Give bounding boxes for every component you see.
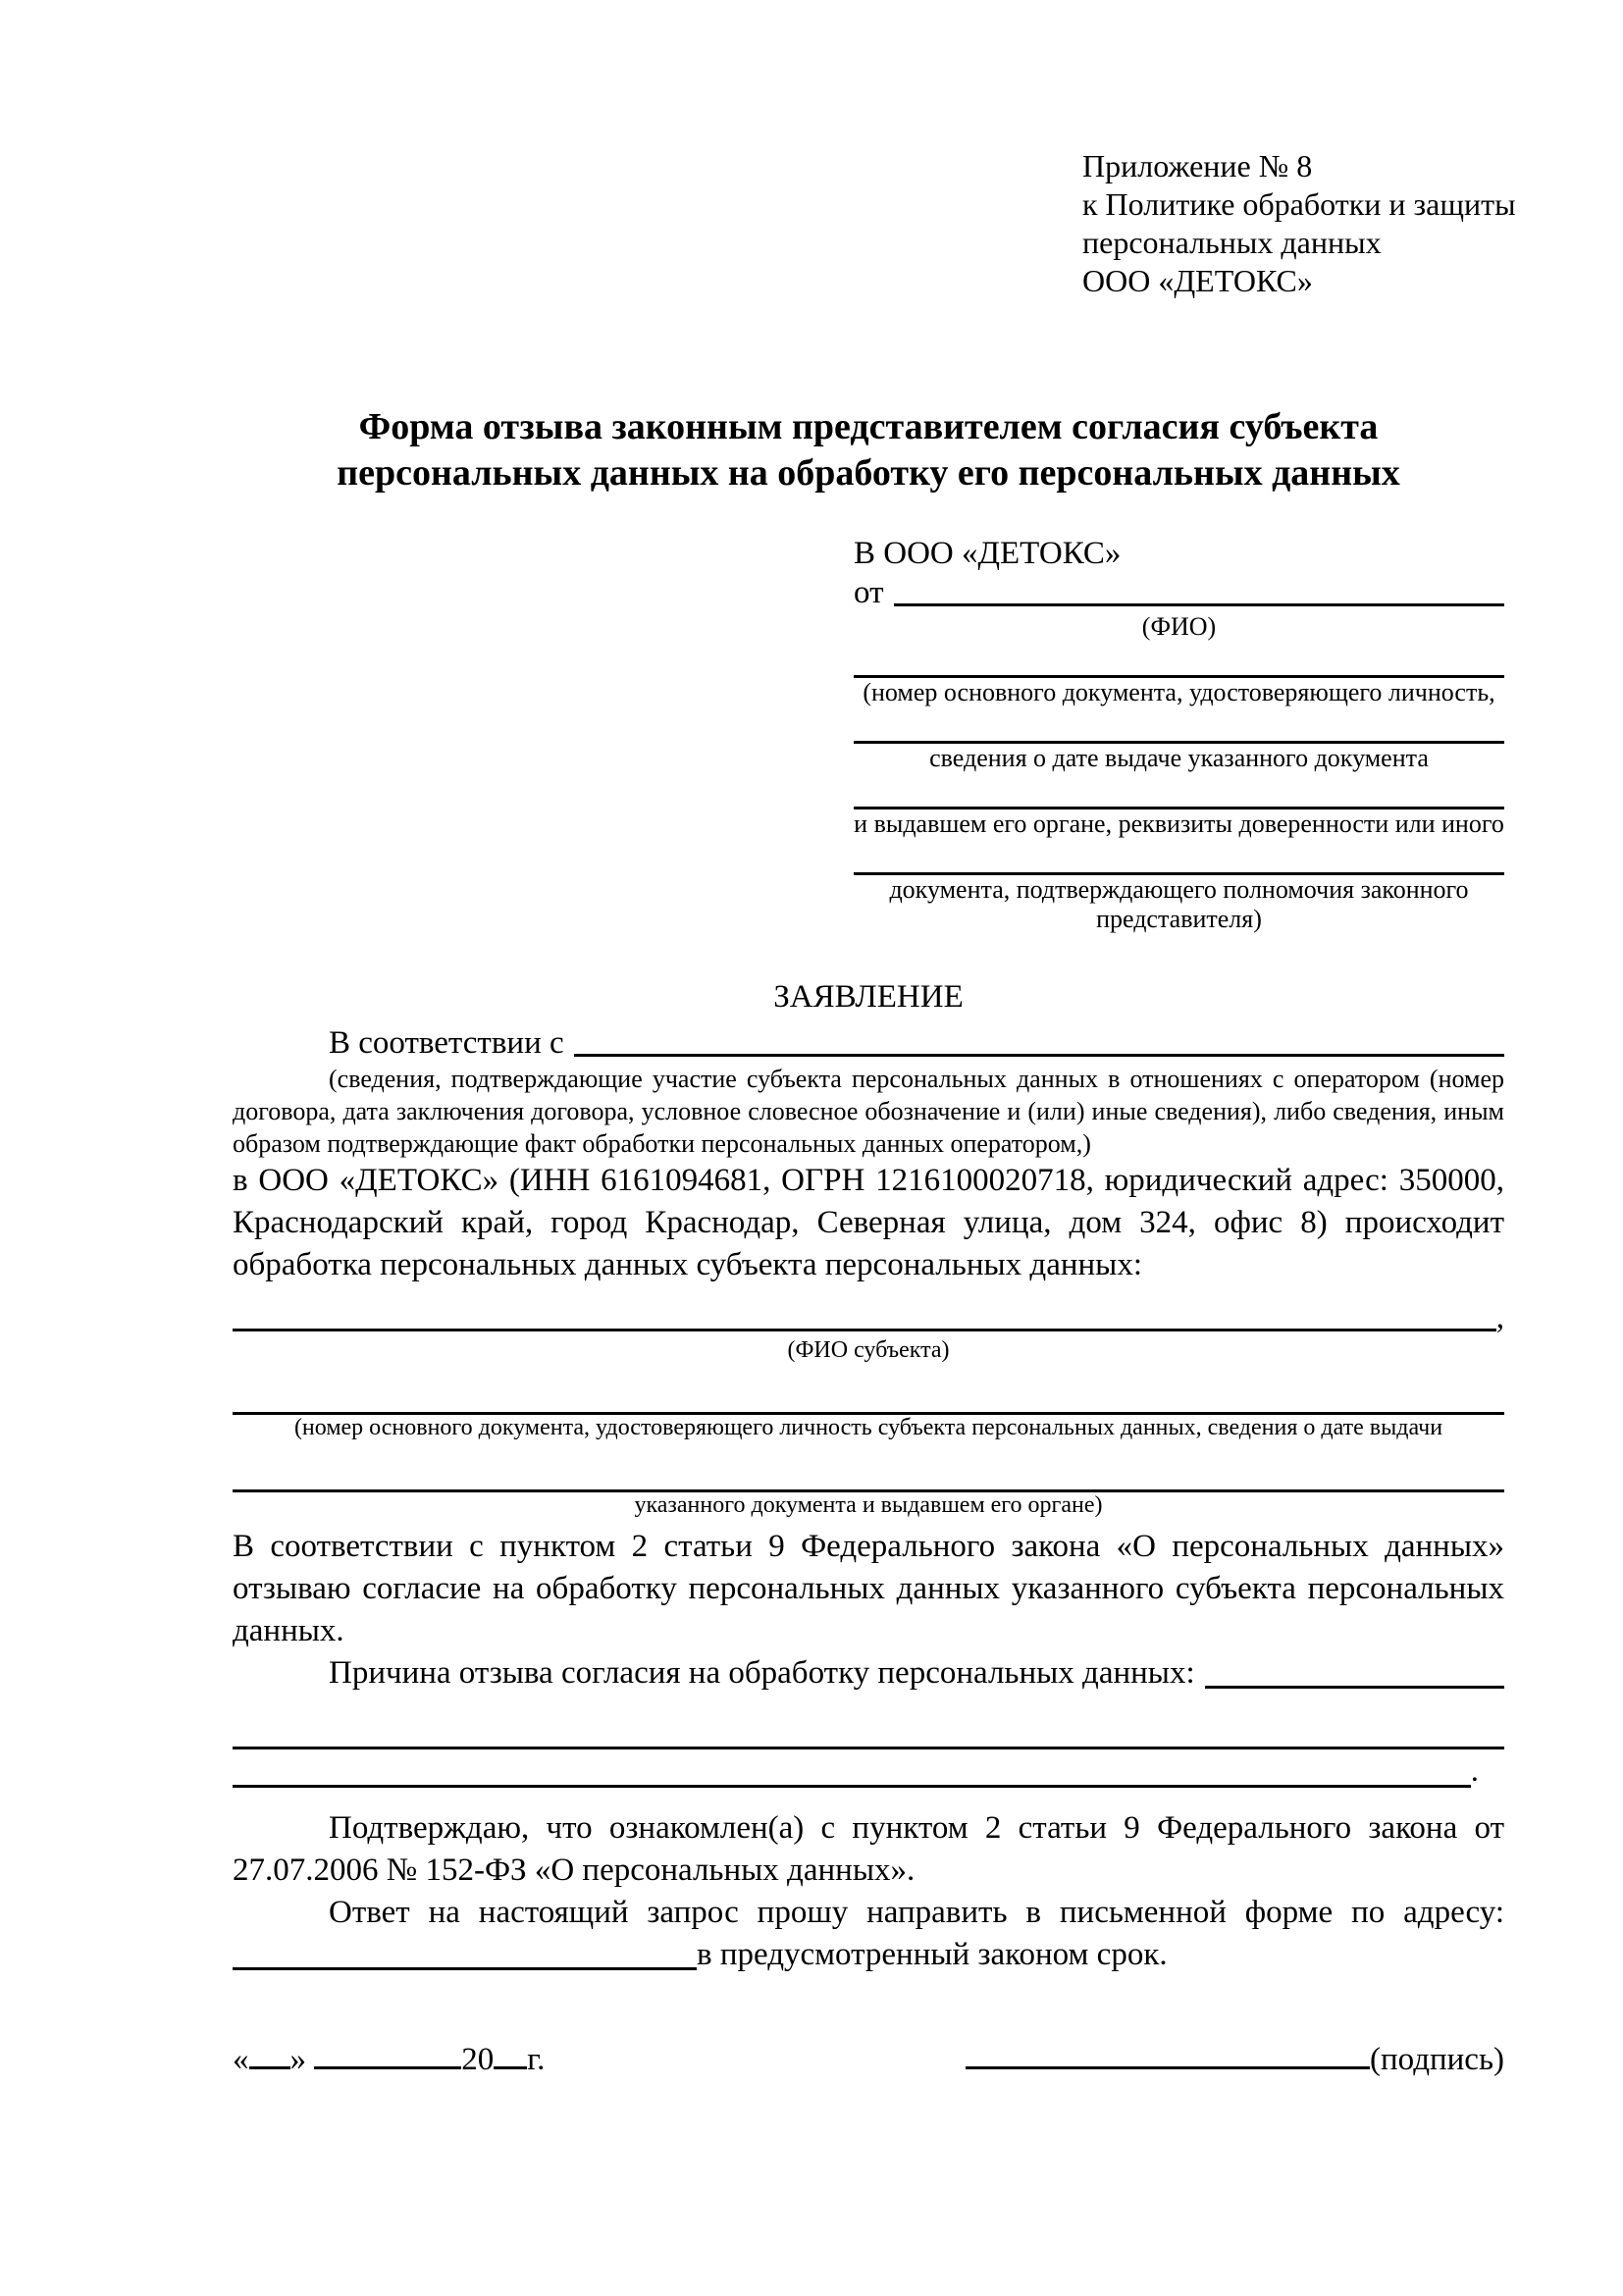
doc-authority-fill-line <box>854 773 1504 809</box>
representative-fio-fill-line <box>894 573 1505 606</box>
reason-continuation-fill-line <box>233 1704 1504 1749</box>
legal-basis-row <box>233 1023 1504 1063</box>
withdrawal-paragraph: В соответствии с пунктом 2 статьи 9 Федерального закона «О персональных данных» отзываю согласие на обработку персональных данных указанного субъекта персональных данных. <box>233 1529 1504 1648</box>
legal-basis-fill-line <box>574 1023 1504 1057</box>
subject-doc-caption-top: (номер основного документа, удостоверяющего личность субъекта персональных данных, сведения о дате выдачи <box>293 1415 1443 1440</box>
signature-caption: (подпись) <box>1370 2042 1504 2077</box>
date-day-fill-line <box>249 2037 290 2069</box>
date-year-prefix: 20 <box>461 2042 495 2077</box>
date-month-fill-line <box>314 2037 461 2069</box>
footer-row <box>233 2037 1504 2082</box>
date-year-suffix: г. <box>527 2042 546 2077</box>
subject-fio-caption: (ФИО субъекта) <box>787 1337 950 1363</box>
reason-last-fill-line <box>233 1749 1471 1788</box>
fio-caption: (ФИО) <box>1141 612 1217 641</box>
from-label: от <box>854 575 884 610</box>
reason-last-fill-row <box>233 1749 1479 1794</box>
doc-authority-caption: и выдавшем его органе, реквизиты доверенности или иного <box>854 809 1504 838</box>
date-year-fill-line <box>494 2037 527 2069</box>
reason-period: . <box>1470 1753 1479 1789</box>
appendix-policy-line: к Политике обработки и защиты <box>1082 186 1516 222</box>
doc-powers-caption: документа, подтверждающего полномочия законного представителя) <box>889 875 1469 933</box>
reason-row <box>233 1652 1504 1695</box>
reply-request-line: Ответ на настоящий запрос прошу направить в письменной форме по адресу: <box>329 1895 1504 1930</box>
signature-fill-line <box>966 2037 1370 2069</box>
appendix-number-line: Приложение № 8 <box>1082 148 1313 183</box>
reason-label: Причина отзыва согласия на обработку персональных данных: <box>329 1655 1195 1691</box>
date-quote-close: » <box>289 2042 306 2077</box>
statement-heading: ЗАЯВЛЕНИЕ <box>773 979 964 1015</box>
doc-issue-date-fill-line <box>854 707 1504 744</box>
subject-doc-caption-bottom: указанного документа и выдавшем его органе) <box>634 1492 1103 1518</box>
addressee-organization: В ООО «ДЕТОКС» <box>854 536 1122 571</box>
subject-doc-fill-line <box>233 1379 1504 1415</box>
reply-address-row <box>233 1934 1504 1976</box>
addressee-block <box>854 534 1504 934</box>
doc-powers-fill-line <box>854 839 1504 875</box>
date-group <box>233 2037 545 2082</box>
appendix-header <box>233 147 1516 300</box>
operator-paragraph: в ООО «ДЕТОКС» (ИНН 6161094681, ОГРН 1216100020718, юридический адрес: 350000, Краснодарский край, город Краснодар, Северная улица, дом 324, офис 8) происходит обработка персональных данных субъекта персональных данных: <box>233 1163 1504 1282</box>
signature-group <box>966 2037 1504 2082</box>
confirmation-paragraph: Подтверждаю, что ознакомлен(а) с пунктом 2 статьи 9 Федерального закона от 27.07.2006 № 152-ФЗ «О персональных данных». <box>233 1810 1504 1888</box>
representative-doc-fill-line <box>854 642 1504 678</box>
doc-number-caption: (номер основного документа, удостоверяющего личность, <box>863 678 1495 706</box>
subject-doc-authority-fill-line <box>233 1456 1504 1492</box>
document-title: Форма отзыва законным представителем согласия субъекта персональных данных на обработку его персональных данных <box>337 406 1400 494</box>
legal-basis-label: В соответствии с <box>329 1025 564 1061</box>
addressee-from-row <box>854 573 1504 612</box>
appendix-personal-data-line: персональных данных <box>1082 225 1382 260</box>
appendix-company-line: ООО «ДЕТОКС» <box>1082 263 1313 298</box>
reply-address-fill-line <box>233 1934 697 1970</box>
date-quote-open: « <box>233 2042 249 2077</box>
doc-issue-date-caption: сведения о дате выдаче указанного документа <box>929 744 1429 772</box>
reply-tail-text: в предусмотренный законом срок. <box>697 1937 1168 1972</box>
document-content <box>233 0 1516 2082</box>
legal-basis-fine-print: (сведения, подтверждающие участие субъекта персональных данных в отношениях с оператором (номер договора, дата заключения договора, условное словесное обозначение и (или) иные сведения), либо сведения, иным образом подтверждающие факт обработки персональных данных оператором,) <box>233 1065 1504 1158</box>
reason-fill-line <box>1205 1652 1504 1689</box>
subject-fio-fill-line <box>233 1298 1496 1331</box>
subject-fio-row <box>233 1298 1504 1337</box>
subject-fio-comma: , <box>1495 1300 1504 1335</box>
